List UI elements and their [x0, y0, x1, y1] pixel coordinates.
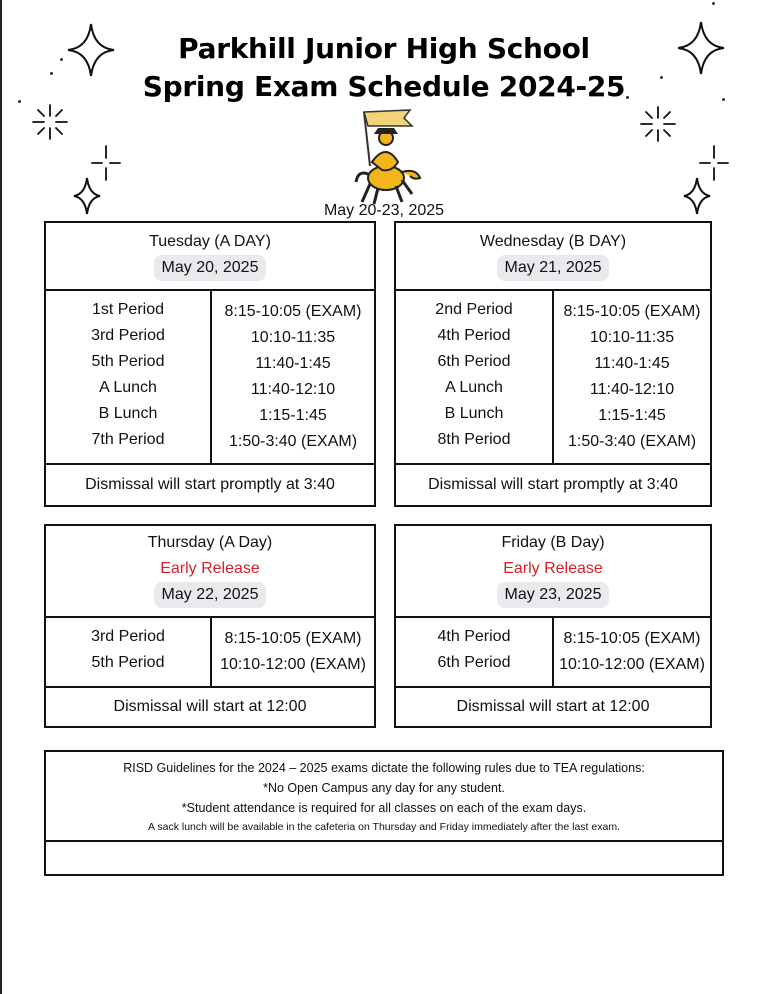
day-title: Wednesday (B DAY): [479, 233, 627, 250]
guideline-item: *No Open Campus any day for any student.: [263, 781, 505, 795]
period-label: 4th Period: [437, 327, 511, 344]
sparkle-icon: [638, 104, 678, 144]
period-time: 1:50-3:40 (EXAM): [567, 433, 697, 450]
period-time: 1:15-1:45: [598, 407, 666, 424]
day-header-tuesday: [44, 221, 376, 291]
date-range: May 20-23, 2025: [323, 202, 445, 219]
times-cell-tuesday: [210, 289, 376, 465]
day-date: May 22, 2025: [154, 582, 267, 608]
times-cell-thursday: [210, 616, 376, 688]
period-label: 7th Period: [91, 431, 165, 448]
early-release-label: Early Release: [160, 560, 260, 577]
day-title: Friday (B Day): [501, 534, 605, 551]
period-label: 5th Period: [91, 654, 165, 671]
period-label: B Lunch: [444, 405, 504, 422]
period-label: 2nd Period: [435, 301, 513, 318]
period-time: 10:10-11:35: [250, 329, 336, 346]
period-time: 10:10-12:00 (EXAM): [559, 656, 705, 673]
period-label: 8th Period: [437, 431, 511, 448]
day-date: May 21, 2025: [497, 255, 610, 281]
period-label: 1st Period: [91, 301, 165, 318]
dismissal-friday: Dismissal will start at 12:00: [394, 686, 712, 728]
day-header-thursday: [44, 524, 376, 618]
period-time: 8:15-10:05 (EXAM): [563, 630, 701, 647]
sparkle-dot: [712, 2, 715, 5]
day-header-friday: [394, 524, 712, 618]
guidelines-intro: RISD Guidelines for the 2024 – 2025 exams dictate the following rules due to TEA regulations:: [123, 761, 645, 775]
period-label: 5th Period: [91, 353, 165, 370]
period-time: 1:15-1:45: [259, 407, 327, 424]
period-label: A Lunch: [99, 379, 157, 396]
period-label: 6th Period: [437, 353, 511, 370]
period-time: 11:40-1:45: [255, 355, 331, 372]
dismissal-tuesday: Dismissal will start promptly at 3:40: [44, 463, 376, 507]
day-header-wednesday: [394, 221, 712, 291]
day-title: Tuesday (A DAY): [149, 233, 271, 250]
periods-cell-tuesday: [44, 289, 212, 465]
period-time: 11:40-12:10: [589, 381, 675, 398]
dismissal-thursday: Dismissal will start at 12:00: [44, 686, 376, 728]
times-cell-friday: [552, 616, 712, 688]
early-release-label: Early Release: [503, 560, 603, 577]
guideline-item: *Student attendance is required for all classes on each of the exam days.: [181, 801, 587, 815]
period-time: 10:10-11:35: [589, 329, 675, 346]
guideline-item: A sack lunch will be available in the cafeteria on Thursday and Friday immediately after the last exam.: [148, 821, 620, 833]
period-label: 4th Period: [437, 628, 511, 645]
period-time: 1:50-3:40 (EXAM): [228, 433, 358, 450]
period-time: 11:40-1:45: [594, 355, 670, 372]
period-label: 6th Period: [437, 654, 511, 671]
periods-cell-wednesday: [394, 289, 554, 465]
period-time: 8:15-10:05 (EXAM): [224, 303, 362, 320]
period-time: 8:15-10:05 (EXAM): [563, 303, 701, 320]
day-date: May 20, 2025: [154, 255, 267, 281]
sparkle-icon: [30, 102, 70, 142]
period-time: 8:15-10:05 (EXAM): [224, 630, 362, 647]
empty-notes-row: [44, 840, 724, 876]
period-label: 3rd Period: [91, 628, 165, 645]
periods-cell-friday: [394, 616, 554, 688]
period-time: 11:40-12:10: [250, 381, 336, 398]
dismissal-wednesday: Dismissal will start promptly at 3:40: [394, 463, 712, 507]
period-time: 10:10-12:00 (EXAM): [220, 656, 366, 673]
day-title: Thursday (A Day): [147, 534, 273, 551]
periods-cell-thursday: [44, 616, 212, 688]
period-label: 3rd Period: [91, 327, 165, 344]
period-label: A Lunch: [445, 379, 503, 396]
guidelines-box: [44, 750, 724, 842]
mascot-logo: [334, 106, 434, 206]
day-date: May 23, 2025: [497, 582, 610, 608]
page-title: Parkhill Junior High School: [178, 32, 590, 65]
times-cell-wednesday: [552, 289, 712, 465]
period-label: B Lunch: [98, 405, 158, 422]
page-subtitle: Spring Exam Schedule 2024-25: [142, 70, 626, 103]
